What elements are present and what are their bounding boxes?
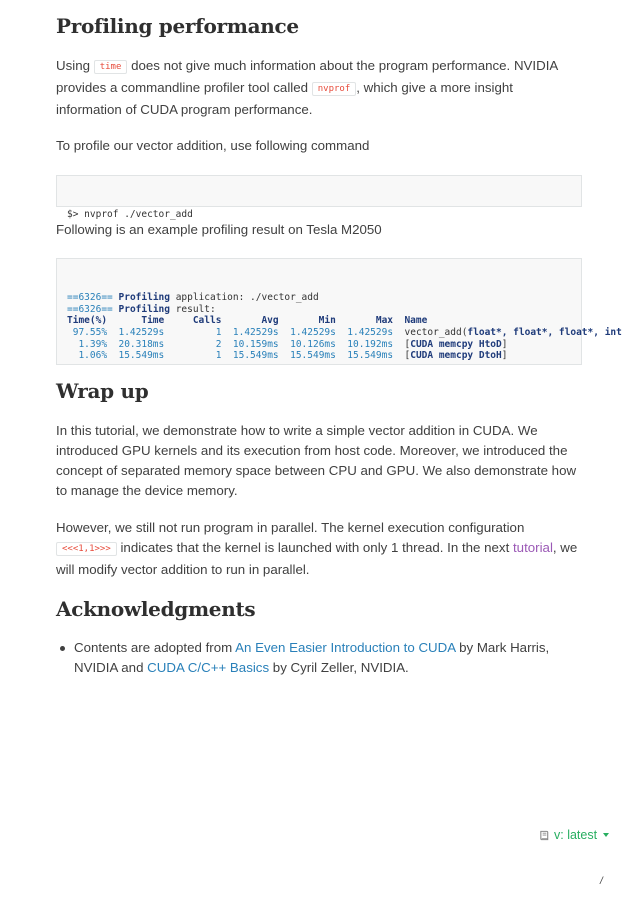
text-span: by Mark Harris, NVIDIA and xyxy=(74,640,550,675)
cell-name: [ xyxy=(393,350,411,362)
cell-name-args: CUDA memcpy DtoH xyxy=(410,350,502,362)
cell-name-args: float*, float*, float*, int xyxy=(467,326,622,338)
output-row xyxy=(67,327,622,338)
pid-token: ==6326== xyxy=(67,303,113,315)
book-icon xyxy=(539,830,550,841)
output-table-header: Time(%) Time Calls Avg Min Max Name xyxy=(67,315,428,327)
caret-down-icon xyxy=(603,833,609,837)
cell-max: 15.549ms xyxy=(335,350,394,362)
wrap-up-paragraph-1: In this tutorial, we demonstrate how to write a simple vector addition in CUDA. We introduced GPU kernels and its execution from host code. Moreover, we introduced the concept of separated memory space between CPU and GPU. We also demonstrate how to manage the device memory. xyxy=(56,423,577,498)
version-selector[interactable] xyxy=(539,828,609,842)
cell-name-args: CUDA memcpy HtoD xyxy=(410,338,502,350)
profiling-output-block[interactable] xyxy=(56,258,622,365)
keyword-token: Profiling xyxy=(118,292,170,304)
page-number: / xyxy=(600,876,603,887)
cell-name: [ xyxy=(393,338,411,350)
heading-acknowledgments: Acknowledgments xyxy=(56,597,256,621)
profile-command-intro: To profile our vector addition, use following command xyxy=(56,138,370,153)
cuda-c-basics-link[interactable]: CUDA C/C++ Basics xyxy=(147,660,270,675)
cell-time: 1.42529s xyxy=(107,326,165,338)
pid-token: ==6326== xyxy=(67,292,113,304)
profiling-result-intro: Following is an example profiling result on Tesla M2050 xyxy=(56,222,382,237)
cell-time: 20.318ms xyxy=(107,338,165,350)
text-span: by Cyril Zeller, NVIDIA. xyxy=(269,660,409,675)
text-span: Contents are adopted from xyxy=(74,640,236,655)
cell-name-end: ] xyxy=(501,338,508,350)
cell-avg: 1.42529s xyxy=(221,326,279,338)
cell-pct: 97.55% xyxy=(67,326,108,338)
version-label: v: latest xyxy=(554,828,598,842)
text-span: , we will modify vector addition to run in parallel. xyxy=(56,540,578,577)
list-item xyxy=(56,638,582,678)
keyword-token: Profiling xyxy=(118,303,170,315)
inline-code-time: time xyxy=(94,60,128,74)
cell-min: 15.549ms xyxy=(278,350,336,362)
text-span: However, we still not run program in parallel. The kernel execution configuration xyxy=(56,520,525,535)
inline-code-nvprof: nvprof xyxy=(312,82,357,96)
output-text: application: ./vector_add xyxy=(169,292,319,304)
cell-max: 10.192ms xyxy=(335,338,394,350)
text-span: indicates that the kernel is launched with only 1 thread. In the next xyxy=(116,540,513,555)
inline-code-launch-config: <<<1,1>>> xyxy=(56,542,117,556)
heading-wrap-up: Wrap up xyxy=(56,379,149,403)
cell-time: 15.549ms xyxy=(107,350,165,362)
acknowledgments-list xyxy=(56,638,582,678)
bullet-icon xyxy=(60,646,65,651)
cell-name: vector_add( xyxy=(393,326,468,338)
heading-profiling-performance: Profiling performance xyxy=(56,14,299,38)
cell-max: 1.42529s xyxy=(335,326,394,338)
cell-calls: 2 xyxy=(164,338,222,350)
text-span: does not give much information about the program performance. NVIDIA provides a commandline profiler tool called xyxy=(56,58,558,95)
output-row xyxy=(67,350,507,361)
profiling-output-text xyxy=(57,282,622,372)
nvprof-command-block[interactable] xyxy=(56,175,582,221)
cell-pct: 1.39% xyxy=(67,338,108,350)
command-text: $> nvprof ./vector_add xyxy=(67,209,193,221)
cell-min: 1.42529s xyxy=(278,326,336,338)
output-row xyxy=(67,339,507,350)
cell-pct: 1.06% xyxy=(67,350,108,362)
cell-calls: 1 xyxy=(164,326,222,338)
tutorial-link[interactable]: tutorial xyxy=(512,540,553,555)
cell-min: 10.126ms xyxy=(278,338,336,350)
cell-avg: 15.549ms xyxy=(221,350,279,362)
cell-calls: 1 xyxy=(164,350,222,362)
profiling-intro-paragraph xyxy=(56,56,582,120)
output-text: result: xyxy=(169,303,216,315)
text-span: Using xyxy=(56,58,94,73)
cell-avg: 10.159ms xyxy=(221,338,279,350)
wrap-up-paragraph-2 xyxy=(56,518,582,580)
cell-name-end: ] xyxy=(501,350,508,362)
easier-intro-cuda-link[interactable]: An Even Easier Introduction to CUDA xyxy=(235,640,456,655)
text-span: , which give a more insight information of CUDA program performance. xyxy=(56,80,513,117)
